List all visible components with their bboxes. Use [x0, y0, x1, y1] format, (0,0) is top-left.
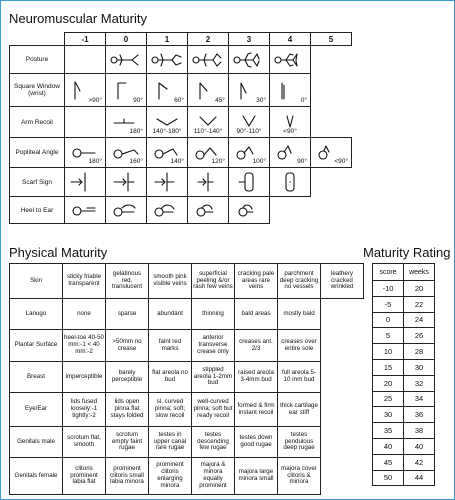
physical-row — [10, 362, 364, 393]
row-label: Posture — [10, 46, 65, 74]
heel-to-ear-icon — [108, 201, 144, 219]
heel-to-ear-cell — [147, 197, 188, 224]
row-label: Popliteal Angle — [10, 138, 65, 168]
physical-row — [10, 264, 364, 299]
heel-to-ear-icon — [231, 201, 267, 219]
score-value: 0 — [373, 312, 404, 328]
rating-row — [373, 296, 435, 312]
maturity-rating-table — [372, 263, 435, 486]
posture-cell — [65, 46, 106, 74]
weeks-value: 38 — [404, 423, 435, 439]
score-value: 20 — [373, 375, 404, 391]
rating-title: Maturity Rating — [363, 245, 451, 260]
physical-title: Physical Maturity — [9, 245, 108, 260]
posture-figure-icon — [190, 49, 226, 71]
rating-row — [373, 328, 435, 344]
scarf-sign-row — [10, 168, 352, 197]
criteria-cell: thinning — [192, 299, 235, 330]
score-value: 25 — [373, 391, 404, 407]
physical-row — [10, 458, 364, 495]
scarf-sign-cell — [188, 168, 229, 197]
square-window-row — [10, 74, 352, 107]
criteria-cell: formed & firm instant recoil — [235, 393, 278, 427]
scarf-sign-icon — [67, 171, 103, 193]
scarf-sign-cell — [270, 168, 311, 197]
criteria-cell: scrotum empty faint rugae — [106, 427, 149, 458]
score-header: 3 — [229, 33, 270, 46]
row-label: Lanugo — [10, 299, 63, 330]
criteria-cell: sticky friable transparent — [63, 264, 106, 299]
criteria-cell: none — [63, 299, 106, 330]
heel-to-ear-icon — [190, 201, 226, 219]
popliteal-cell — [65, 138, 106, 168]
square-window-cell — [311, 74, 352, 107]
criteria-cell — [321, 362, 364, 393]
criteria-cell: abundant — [149, 299, 192, 330]
criteria-cell: bald areas — [235, 299, 278, 330]
criteria-cell: lids fused loosely:-1 tightly:-2 — [63, 393, 106, 427]
criteria-cell: >50mm no crease — [106, 330, 149, 362]
criteria-cell — [321, 393, 364, 427]
popliteal-cell — [311, 138, 352, 168]
criteria-cell: prominent clitoris enlarging minora — [149, 458, 192, 495]
angle-value: 180° — [129, 128, 143, 135]
criteria-cell: thick cartilage ear stiff — [278, 393, 321, 427]
criteria-cell: parchment deep cracking no vessels — [278, 264, 321, 299]
row-label: Scarf Sign — [10, 168, 65, 197]
rating-row — [373, 470, 435, 486]
criteria-cell: testes in upper canal rare rugae — [149, 427, 192, 458]
posture-cell — [147, 46, 188, 74]
score-header: 4 — [270, 33, 311, 46]
rating-row — [373, 344, 435, 360]
criteria-cell: majora large minora small — [235, 458, 278, 495]
neuromuscular-table — [9, 32, 352, 224]
angle-value: 30° — [256, 97, 266, 104]
weeks-value: 22 — [404, 296, 435, 312]
arm-recoil-cell — [229, 107, 270, 138]
weeks-column-header: weeks — [404, 264, 435, 281]
criteria-cell — [321, 427, 364, 458]
heel-to-ear-cell — [188, 197, 229, 224]
score-header: 2 — [188, 33, 229, 46]
scarf-sign-cell — [106, 168, 147, 197]
square-window-cell — [65, 74, 106, 107]
row-label: Eye/Ear — [10, 393, 63, 427]
rating-header-row — [373, 264, 435, 281]
scarf-sign-cell — [65, 168, 106, 197]
posture-figure-icon — [231, 49, 267, 71]
criteria-cell: well-curved pinna; soft but ready recoil — [192, 393, 235, 427]
weeks-value: 42 — [404, 454, 435, 470]
angle-value: <90° — [283, 128, 297, 135]
angle-value: >90° — [88, 97, 102, 104]
criteria-cell: anterior transverse crease only — [192, 330, 235, 362]
neuromuscular-title: Neuromuscular Maturity — [9, 11, 147, 26]
criteria-cell: barely perceptible — [106, 362, 149, 393]
popliteal-cell — [147, 138, 188, 168]
angle-value: 45° — [215, 97, 225, 104]
scarf-sign-cell — [147, 168, 188, 197]
score-header: 1 — [147, 33, 188, 46]
score-header: -1 — [65, 33, 106, 46]
angle-value: 90° — [133, 97, 143, 104]
rating-row — [373, 438, 435, 454]
weeks-value: 26 — [404, 328, 435, 344]
weeks-value: 24 — [404, 312, 435, 328]
score-header-row — [10, 33, 352, 46]
score-value: 10 — [373, 344, 404, 360]
rating-row — [373, 359, 435, 375]
criteria-cell: lids open pinna flat stays folded — [106, 393, 149, 427]
arm-recoil-cell — [270, 107, 311, 138]
row-label: Genitals male — [10, 427, 63, 458]
row-label: Square Window (wrist) — [10, 74, 65, 107]
criteria-cell: stippled areola 1-2mm bud — [192, 362, 235, 393]
scarf-sign-icon — [149, 171, 185, 193]
posture-cell — [311, 46, 352, 74]
score-value: 45 — [373, 454, 404, 470]
square-window-cell — [229, 74, 270, 107]
arm-recoil-cell — [188, 107, 229, 138]
criteria-cell: scrotum flat, smooth — [63, 427, 106, 458]
score-value: 30 — [373, 407, 404, 423]
square-window-cell — [270, 74, 311, 107]
criteria-cell: cracking pale areas rare veins — [235, 264, 278, 299]
heel-to-ear-cell — [65, 197, 106, 224]
criteria-cell: full areola 5-10 mm bud — [278, 362, 321, 393]
row-label: Plantar Surface — [10, 330, 63, 362]
score-header: 0 — [106, 33, 147, 46]
heel-to-ear-icon — [149, 201, 185, 219]
weeks-value: 30 — [404, 359, 435, 375]
weeks-value: 44 — [404, 470, 435, 486]
posture-figure-icon — [272, 49, 308, 71]
criteria-cell: majora & minora equally prominent — [192, 458, 235, 495]
angle-value: 90° — [297, 158, 307, 165]
criteria-cell: testes down good rugae — [235, 427, 278, 458]
criteria-cell — [321, 330, 364, 362]
square-window-cell — [188, 74, 229, 107]
header-blank — [10, 33, 65, 46]
criteria-cell: testes pendulous deep rugae — [278, 427, 321, 458]
criteria-cell: sparse — [106, 299, 149, 330]
scarf-sign-icon — [272, 171, 308, 193]
score-value: -10 — [373, 281, 404, 297]
posture-row — [10, 46, 352, 74]
posture-cell — [106, 46, 147, 74]
weeks-value: 40 — [404, 438, 435, 454]
row-label: Breast — [10, 362, 63, 393]
criteria-cell: superficial peeling &/or rash few veins — [192, 264, 235, 299]
arm-recoil-cell — [147, 107, 188, 138]
arm-recoil-cell — [106, 107, 147, 138]
arm-recoil-cell — [311, 107, 352, 138]
angle-value: 120° — [211, 158, 225, 165]
rating-row — [373, 281, 435, 297]
posture-cell — [229, 46, 270, 74]
rating-row — [373, 391, 435, 407]
popliteal-cell — [106, 138, 147, 168]
criteria-cell: imperceptible — [63, 362, 106, 393]
scarf-sign-icon — [190, 171, 226, 193]
posture-cell — [188, 46, 229, 74]
criteria-cell — [321, 458, 364, 495]
criteria-cell: flat areola no bud — [149, 362, 192, 393]
criteria-cell — [321, 299, 364, 330]
angle-value: 110°-140° — [193, 128, 223, 135]
angle-value: 140°-180° — [152, 128, 182, 135]
arm-recoil-row — [10, 107, 352, 138]
score-value: 40 — [373, 438, 404, 454]
heel-to-ear-cell — [229, 197, 270, 224]
criteria-cell: gelatinous red, translucent — [106, 264, 149, 299]
criteria-cell: mostly bald — [278, 299, 321, 330]
criteria-cell: sl. curved pinna; soft; slow recoil — [149, 393, 192, 427]
physical-row — [10, 299, 364, 330]
physical-maturity-table — [9, 263, 364, 495]
criteria-cell: majora cover clitoris & minora — [278, 458, 321, 495]
posture-figure-icon — [149, 49, 185, 71]
angle-value: <90° — [334, 158, 348, 165]
criteria-cell: creases over entire sole — [278, 330, 321, 362]
weeks-value: 20 — [404, 281, 435, 297]
angle-value: 60° — [174, 97, 184, 104]
angle-value: 90°-110° — [236, 128, 262, 135]
popliteal-cell — [270, 138, 311, 168]
criteria-cell: clitoris prominent labia flat — [63, 458, 106, 495]
posture-cell — [270, 46, 311, 74]
score-column-header: score — [373, 264, 404, 281]
scarf-sign-icon — [108, 171, 144, 193]
criteria-cell: leathery cracked wrinkled — [321, 264, 364, 299]
heel-to-ear-icon — [67, 201, 103, 219]
row-label: Skin — [10, 264, 63, 299]
physical-row — [10, 393, 364, 427]
angle-value: 100° — [252, 158, 266, 165]
row-label: Genitals female — [10, 458, 63, 495]
angle-value: 140° — [170, 158, 184, 165]
criteria-cell: raised areola 3-4mm bud — [235, 362, 278, 393]
rating-row — [373, 423, 435, 439]
square-window-cell — [147, 74, 188, 107]
criteria-cell: faint red marks — [149, 330, 192, 362]
criteria-cell: prominent clitoris small labia minora — [106, 458, 149, 495]
angle-value: 0° — [300, 97, 307, 104]
criteria-cell: heel-toe 40-50 mm:-1 < 40 mm:-2 — [63, 330, 106, 362]
weeks-value: 32 — [404, 375, 435, 391]
heel-to-ear-row — [10, 197, 352, 224]
weeks-value: 36 — [404, 407, 435, 423]
popliteal-cell — [188, 138, 229, 168]
weeks-value: 28 — [404, 344, 435, 360]
angle-value: 180° — [88, 158, 102, 165]
score-value: 50 — [373, 470, 404, 486]
posture-figure-icon — [108, 49, 144, 71]
heel-to-ear-cell — [106, 197, 147, 224]
popliteal-cell — [229, 138, 270, 168]
score-value: 35 — [373, 423, 404, 439]
rating-row — [373, 375, 435, 391]
row-label: Heel to Ear — [10, 197, 65, 224]
criteria-cell: smooth pink visible veins — [149, 264, 192, 299]
score-value: -5 — [373, 296, 404, 312]
physical-row — [10, 427, 364, 458]
score-value: 15 — [373, 359, 404, 375]
rating-row — [373, 407, 435, 423]
row-label: Arm Recoil — [10, 107, 65, 138]
weeks-value: 34 — [404, 391, 435, 407]
criteria-cell: testes descending few rugae — [192, 427, 235, 458]
angle-value: 160° — [129, 158, 143, 165]
rating-row — [373, 454, 435, 470]
square-window-cell — [106, 74, 147, 107]
scarf-sign-cell — [311, 168, 352, 197]
heel-to-ear-cell — [311, 197, 352, 224]
popliteal-angle-row — [10, 138, 352, 168]
rating-row — [373, 312, 435, 328]
arm-recoil-cell — [65, 107, 106, 138]
physical-row — [10, 330, 364, 362]
score-value: 5 — [373, 328, 404, 344]
score-header: 5 — [311, 33, 352, 46]
scarf-sign-cell — [229, 168, 270, 197]
scarf-sign-icon — [231, 171, 267, 193]
criteria-cell: creases ant. 2/3 — [235, 330, 278, 362]
heel-to-ear-cell — [270, 197, 311, 224]
